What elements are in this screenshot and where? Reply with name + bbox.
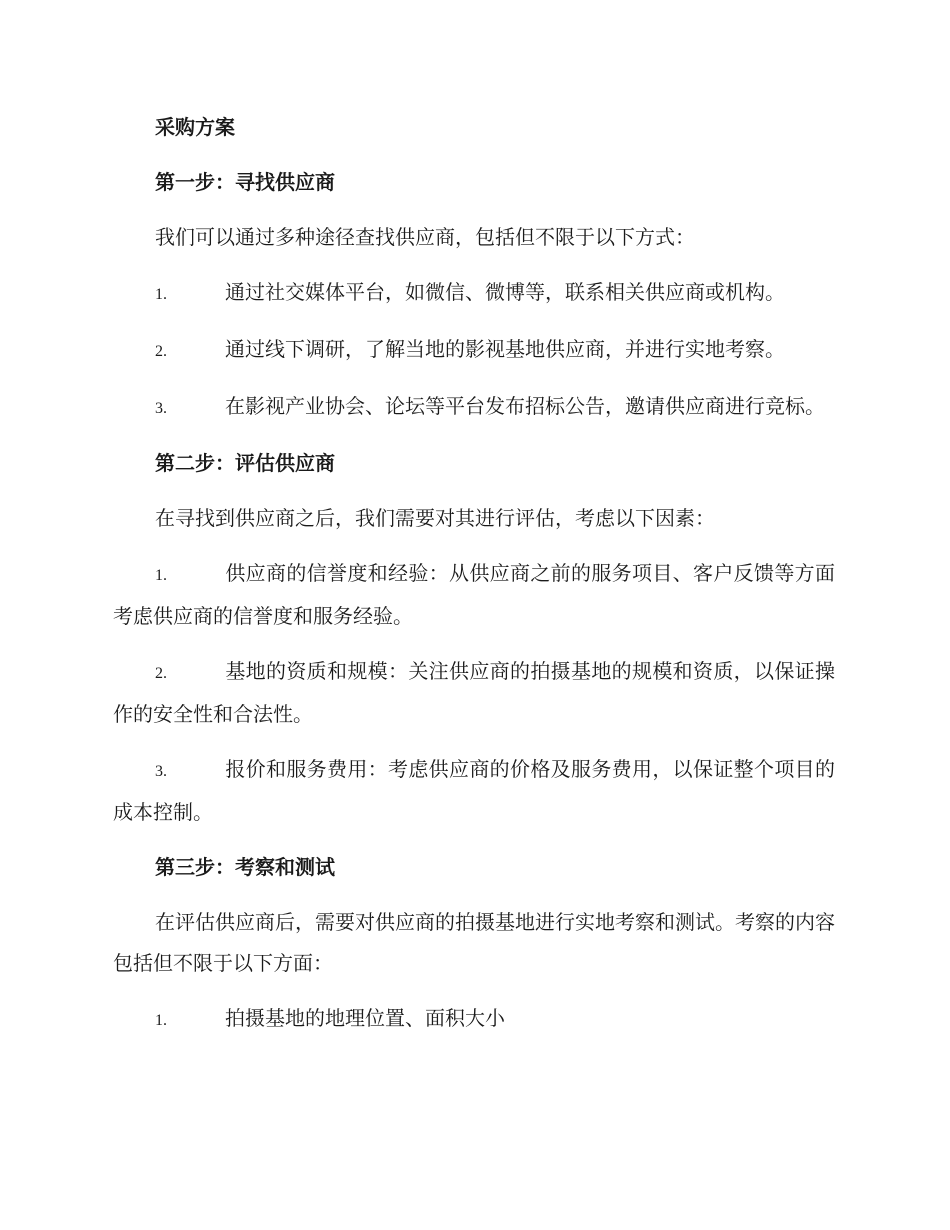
step1-heading: 第一步：寻找供应商 xyxy=(155,170,335,194)
list-item xyxy=(113,272,835,315)
list-number: 3. xyxy=(155,400,167,417)
list-number: 2. xyxy=(155,665,167,682)
document-page xyxy=(113,107,835,1055)
list-text: 在影视产业协会、论坛等平台发布招标公告，邀请供应商进行竞标。 xyxy=(225,394,825,418)
list-text: 供应商的信誉度和经验：从供应商之前的服务项目、客户反馈等方面考虑供应商的信誉度和服务经验。 xyxy=(113,561,835,628)
list-item xyxy=(113,998,835,1041)
list-number: 1. xyxy=(155,567,167,584)
list-text: 拍摄基地的地理位置、面积大小 xyxy=(225,1006,505,1030)
list-item xyxy=(113,329,835,372)
list-number: 2. xyxy=(155,343,167,360)
step3-heading: 第三步：考察和测试 xyxy=(155,855,335,879)
step1-intro: 我们可以通过多种途径查找供应商，包括但不限于以下方式： xyxy=(155,225,695,249)
list-number: 3. xyxy=(155,763,167,780)
list-text: 通过社交媒体平台，如微信、微博等，联系相关供应商或机构。 xyxy=(225,280,785,304)
step3-intro: 在评估供应商后，需要对供应商的拍摄基地进行实地考察和测试。考察的内容包括但不限于以下方面： xyxy=(113,910,835,975)
list-item xyxy=(113,386,835,429)
document-title: 采购方案 xyxy=(155,115,235,139)
list-text: 通过线下调研，了解当地的影视基地供应商，并进行实地考察。 xyxy=(225,337,785,361)
step2-heading: 第二步：评估供应商 xyxy=(155,451,335,475)
list-item xyxy=(113,553,835,637)
list-number: 1. xyxy=(155,286,167,303)
list-text: 基地的资质和规模：关注供应商的拍摄基地的规模和资质，以保证操作的安全性和合法性。 xyxy=(113,659,835,726)
list-number: 1. xyxy=(155,1012,167,1029)
list-text: 报价和服务费用：考虑供应商的价格及服务费用，以保证整个项目的成本控制。 xyxy=(113,757,835,824)
list-item xyxy=(113,651,835,735)
list-item xyxy=(113,749,835,833)
step2-intro: 在寻找到供应商之后，我们需要对其进行评估，考虑以下因素： xyxy=(155,506,715,530)
